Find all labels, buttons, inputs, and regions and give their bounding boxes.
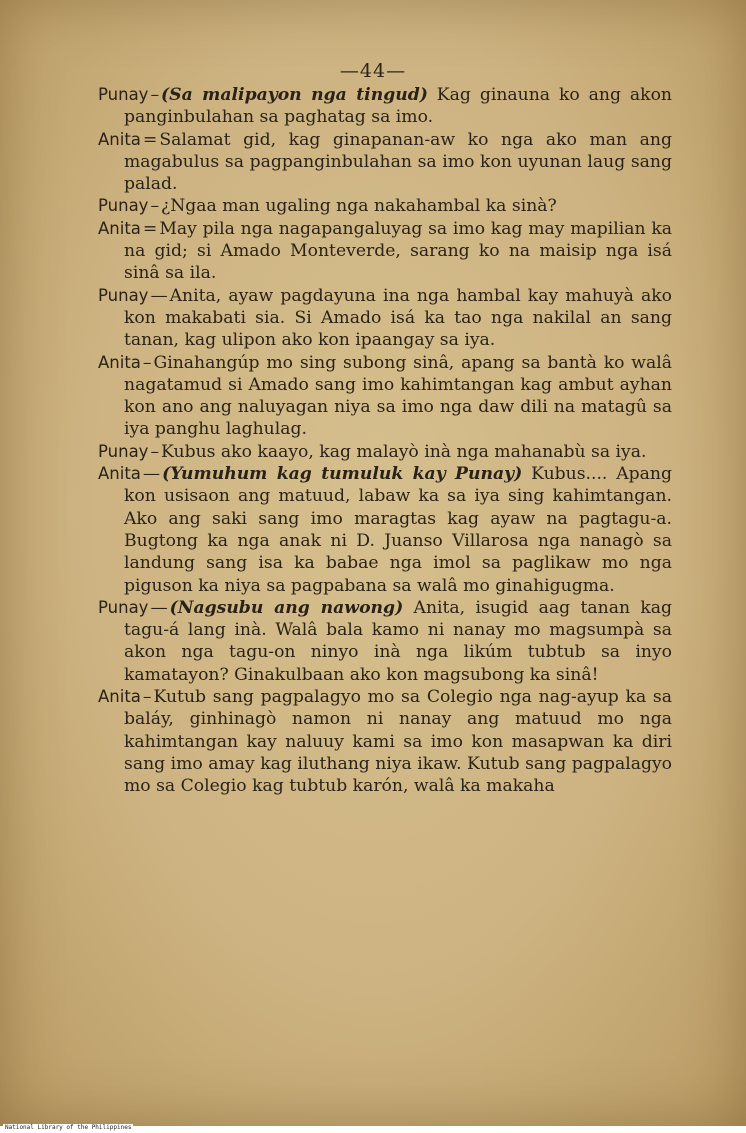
dialogue-line: Kutub sang pagpalagyo mo sa Colegio nga nag-ayup ka sa baláy, ginhinagò namon ni nanay ang matuud mo nga kahimtangan kay naluuy kami sa imo kon masapwan ka diri sang imo amay kag iluthang niya ikaw. Kutub sang pagpalagyo mo sa Colegio kag tubtub karón, walâ ka makaha xyxy=(124,687,672,797)
speaker-name: Punay xyxy=(98,85,149,104)
speaker-name: Anita xyxy=(98,218,141,238)
speaker-name: Anita xyxy=(98,464,141,484)
dialogue-paragraph xyxy=(98,352,672,441)
dialogue-line: Ginahangúp mo sing subong sinâ, apang sa bantà ko walâ nagatamud si Amado sang imo kahimtangan kag ambut ayhan kon ano ang naluyagan niya sa imo nga daw dili na matagû sa iya panghu laghulag. xyxy=(124,352,672,440)
dialogue-line: Kubus.... Apang kon usisaon ang matuud, labaw ka sa iya sing kahimtangan. Ako ang saki sang imo maragtas kag ayaw na pagtagu-a. Bugtong ka nga anak ni D. Juanso Villarosa nga nanagò sa landung sang isa ka babae nga imol sa paglikaw mo nga piguson ka niya sa pagpabana sa walâ mo ginahigugma. xyxy=(124,464,672,596)
dialogue-line: Kubus ako kaayo, kag malayò inà nga mahanabù sa iya. xyxy=(161,441,647,462)
dialogue-paragraph xyxy=(98,285,672,352)
speaker-name: Punay xyxy=(98,597,149,617)
speaker-separator: – xyxy=(142,352,152,373)
speaker-separator: — xyxy=(142,464,161,485)
library-credit: National Library of the Philippines xyxy=(5,1124,132,1131)
stage-direction: (Yumuhum kag tumuluk kay Punay) xyxy=(162,464,523,485)
dialogue-paragraph xyxy=(98,597,672,686)
speaker-name: Punay xyxy=(98,441,149,461)
dialogue-line: Anita, ayaw pagdayuna ina nga hambal kay mahuyà ako kon makabati sia. Si Amado isá ka tao nga nakilal an sang tanan, kag ulipon ako kon ipaangay sa iya. xyxy=(124,285,672,351)
page-number: —44— xyxy=(339,60,407,82)
speaker-separator: – xyxy=(150,441,160,462)
speaker-name: Punay xyxy=(98,196,149,216)
speaker-separator: – xyxy=(142,687,152,708)
dialogue-line: May pila nga nagapangaluyag sa imo kag may mapilian ka na gid; si Amado Monteverde, sarang ko na maisip nga isá sinâ sa ila. xyxy=(124,218,672,284)
speaker-separator: — xyxy=(150,285,168,306)
speaker-separator: – xyxy=(150,85,160,105)
dialogue-paragraph xyxy=(98,218,672,285)
dialogue-line: Salamat gid, kag ginapanan-aw ko nga ako man ang magabulus sa pagpanginbulahan sa imo kon uyunan laug sang palad. xyxy=(124,129,672,195)
speaker-name: Anita xyxy=(98,687,141,707)
speaker-name: Anita xyxy=(98,129,141,149)
dialogue-line: Anita, isugid aag tanan kag tagu-á lang inà. Walâ bala kamo ni nanay mo magsumpà sa akon nga tagu-on ninyo inà nga likúm tubtub sa inyo kamatayon? Ginakulbaan ako kon magsubong ka sinâ! xyxy=(124,597,672,685)
speaker-separator: = xyxy=(142,129,158,150)
dialogue-paragraph xyxy=(98,195,672,217)
dialogue-paragraph xyxy=(98,463,672,597)
dialogue-paragraph xyxy=(98,441,672,463)
dialogue-paragraph xyxy=(98,129,672,196)
speaker-separator: — xyxy=(150,597,168,618)
speaker-name: Anita xyxy=(98,352,141,372)
dialogue-text xyxy=(98,84,672,798)
dialogue-line: Kag ginauna ko ang akon panginbulahan sa paghatag sa imo. xyxy=(124,85,672,128)
dialogue-line: ¿Ngaa man ugaling nga nakahambal ka sinà? xyxy=(161,196,557,217)
dialogue-paragraph xyxy=(98,686,672,797)
speaker-name: Punay xyxy=(98,285,149,305)
dialogue-paragraph xyxy=(98,84,672,129)
stage-direction: (Nagsubu ang nawong) xyxy=(169,597,404,618)
speaker-separator: – xyxy=(150,196,160,217)
speaker-separator: = xyxy=(142,218,158,239)
stage-direction: (Sa malipayon nga tingud) xyxy=(161,85,428,105)
